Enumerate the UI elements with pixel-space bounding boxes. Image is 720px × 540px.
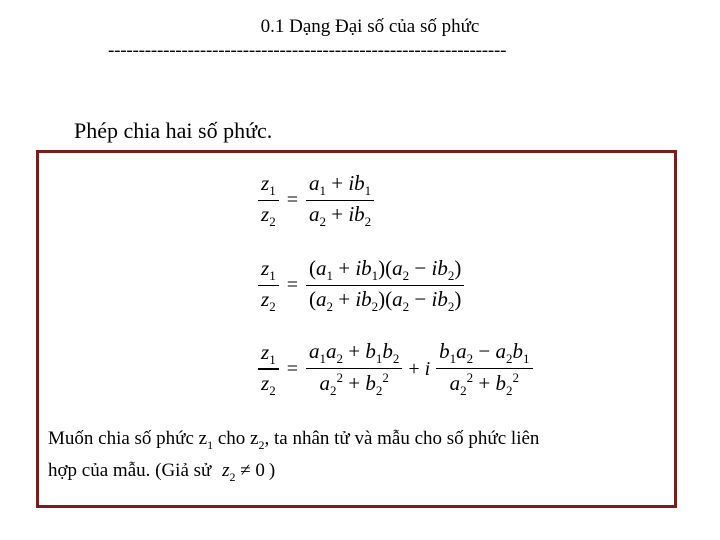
explanation-text: Muốn chia số phức $z_1$ cho $z_2$, ta nhân tử và mẫu cho số phức liên hợp của mẫu. (Giả sử $z_2 \ne 0$ )	[48, 426, 688, 490]
formula-division-definition: $\frac{z_1}{z_2}$ = $\frac{a_1 + ib_1}{a_2 + ib_2}$	[258, 172, 374, 229]
fraction-z1-over-z2: $\frac{z_1}{z_2}$	[258, 341, 279, 398]
fraction-z1-over-z2: $\frac{z_1}{z_2}$	[258, 172, 279, 229]
fraction-a1ib1-over-a2ib2: $\frac{a_1 + ib_1}{a_2 + ib_2}$	[306, 172, 374, 229]
note-text-part: hợp của mẫu. (Giả sử	[48, 459, 212, 481]
note-text-part: , ta nhân tử và mẫu cho số phức liên	[264, 428, 540, 449]
section-heading: Phép chia hai số phức.	[74, 118, 273, 143]
fraction-z1-over-z2: $\frac{z_1}{z_2}$	[258, 257, 279, 314]
title-divider: -----------------------------------------------------------------	[108, 40, 507, 61]
note-text-part: )	[268, 459, 276, 481]
fraction-real-part: $\frac{a_1a_2 + b_1b_2}{a_2^2 + b_2^2}$	[306, 340, 402, 398]
formula-multiply-conjugate: $\frac{z_1}{z_2}$ = $\frac{(a_1 + ib_1)(a_2 - ib_2)}{(a_2 + ib_2)(a_2 - ib_2)}$	[258, 257, 464, 314]
formula-division-result: $\frac{z_1}{z_2}$ = $\frac{a_1a_2 + b_1b_2}{a_2^2 + b_2^2}$ + i $\frac{b_1a_2 - a_2b_1}{a_2^2 + b_2^2}$	[258, 340, 533, 398]
note-text-part: cho z	[213, 428, 259, 449]
fraction-imaginary-part: $\frac{b_1a_2 - a_2b_1}{a_2^2 + b_2^2}$	[436, 340, 532, 398]
note-text-part: Muốn chia số phức z	[48, 428, 208, 449]
page-title: 0.1 Dạng Đại số của số phức	[260, 16, 480, 37]
fraction-conjugate-product: $\frac{(a_1 + ib_1)(a_2 - ib_2)}{(a_2 + ib_2)(a_2 - ib_2)}$	[306, 257, 464, 314]
condition-z2-nonzero: $z_2 \ne 0$	[222, 459, 265, 484]
